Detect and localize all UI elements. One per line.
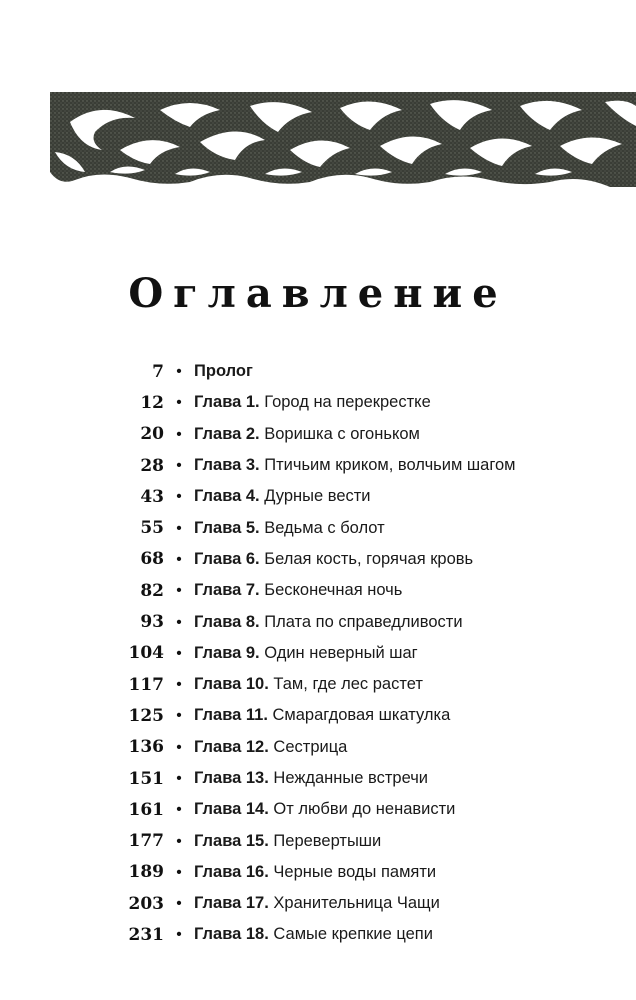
chapter-title: Нежданные встречи	[273, 769, 429, 787]
toc-entry[interactable]	[0, 481, 636, 512]
page-number: 203	[128, 893, 164, 914]
chapter-title: От любви до ненависти	[273, 800, 456, 819]
page-number: 177	[128, 831, 164, 852]
chapter-label: Глава 4.	[194, 487, 260, 506]
chapter-label: Глава 9.	[194, 643, 260, 662]
page-number: 151	[128, 768, 164, 789]
page-number: 7	[152, 361, 164, 382]
toc-entry[interactable]	[0, 512, 636, 543]
bullet-icon: •	[176, 488, 182, 506]
toc-entry[interactable]	[0, 763, 636, 794]
toc-entry[interactable]	[0, 732, 636, 763]
chapter-title: Перевертыши	[273, 831, 382, 850]
chapter-label: Глава 2.	[194, 424, 260, 443]
chapter-label: Глава 13.	[194, 769, 269, 787]
chapter-title: Черные воды памяти	[273, 862, 437, 881]
chapter-label: Глава 18.	[194, 925, 269, 944]
chapter-label: Глава 6.	[194, 549, 260, 568]
toc-entry[interactable]	[0, 669, 636, 700]
toc-entry[interactable]	[0, 606, 636, 637]
entry-text	[194, 644, 418, 663]
bullet-icon: •	[176, 550, 182, 568]
entry-text	[194, 456, 516, 475]
chapter-label: Глава 14.	[194, 800, 269, 819]
entry-text	[194, 581, 402, 600]
page-number: 68	[140, 549, 164, 570]
bullet-icon: •	[176, 676, 182, 694]
table-of-contents	[0, 356, 636, 951]
toc-entry[interactable]	[0, 356, 636, 387]
entry-text	[194, 769, 428, 788]
entry-text	[194, 675, 423, 694]
page-number: 43	[140, 486, 164, 507]
toc-entry[interactable]	[0, 888, 636, 919]
entry-text	[194, 519, 385, 538]
chapter-title: Белая кость, горячая кровь	[264, 549, 474, 568]
chapter-label: Глава 1.	[194, 393, 260, 412]
chapter-label: Глава 16.	[194, 862, 269, 881]
chapter-title: Там, где лес растет	[273, 675, 423, 694]
chapter-label: Глава 11.	[194, 706, 268, 725]
chapter-title: Самые крепкие цепи	[273, 925, 433, 944]
page-number: 125	[128, 705, 164, 726]
toc-entry[interactable]	[0, 450, 636, 481]
entry-text	[194, 738, 347, 757]
chapter-label: Глава 7.	[194, 581, 260, 600]
entry-text	[194, 863, 436, 882]
bullet-icon: •	[176, 832, 182, 850]
chapter-title: Бесконечная ночь	[264, 581, 403, 600]
toc-entry[interactable]	[0, 794, 636, 825]
toc-entry[interactable]	[0, 825, 636, 856]
toc-entry[interactable]	[0, 544, 636, 575]
bullet-icon: •	[176, 394, 182, 412]
toc-entry[interactable]	[0, 387, 636, 418]
page-number: 12	[140, 392, 164, 413]
chapter-label: Глава 15.	[194, 831, 269, 850]
entry-text	[194, 613, 463, 632]
entry-text	[194, 925, 433, 944]
page-number: 104	[128, 643, 164, 664]
chapter-title: Плата по справедливости	[264, 612, 463, 631]
page-number: 117	[128, 674, 164, 695]
toc-entry[interactable]	[0, 700, 636, 731]
entry-text	[194, 832, 381, 851]
entry-text	[194, 550, 473, 569]
chapter-title: Один неверный шаг	[264, 643, 418, 662]
toc-entry[interactable]	[0, 638, 636, 669]
chapter-label: Глава 8.	[194, 612, 260, 631]
page-number: 55	[140, 518, 164, 539]
chapter-title: Ведьма с болот	[264, 518, 385, 537]
chapter-title: Птичьим криком, волчьим шагом	[264, 456, 516, 475]
page-number: 93	[140, 612, 164, 633]
toc-entry[interactable]	[0, 419, 636, 450]
bullet-icon: •	[176, 926, 182, 944]
bullet-icon: •	[176, 363, 182, 381]
page-number: 28	[140, 455, 164, 476]
bullet-icon: •	[176, 707, 182, 725]
bullet-icon: •	[176, 738, 182, 756]
page-number: 20	[140, 424, 164, 445]
toc-entry[interactable]	[0, 857, 636, 888]
chapter-label: Глава 12.	[194, 737, 269, 756]
bullet-icon: •	[176, 519, 182, 537]
bullet-icon: •	[176, 425, 182, 443]
page-number: 189	[128, 862, 164, 883]
page-title: Оглавление	[128, 270, 508, 317]
entry-text	[194, 393, 431, 412]
chapter-label: Глава 5.	[194, 518, 260, 537]
chapter-title: Дурные вести	[264, 487, 371, 506]
bullet-icon: •	[176, 770, 182, 787]
entry-text	[194, 425, 420, 444]
chapter-label: Глава 3.	[194, 456, 260, 475]
bullet-icon: •	[176, 895, 182, 913]
entry-text	[194, 800, 455, 819]
entry-text	[194, 894, 440, 913]
bullet-icon: •	[176, 613, 182, 631]
toc-entry[interactable]	[0, 575, 636, 606]
entry-text	[194, 362, 253, 381]
page-number: 161	[128, 799, 164, 820]
bullet-icon: •	[176, 644, 182, 662]
bullet-icon: •	[176, 863, 182, 881]
bullet-icon: •	[176, 582, 182, 600]
page-number: 136	[128, 737, 164, 758]
chapter-label: Глава 17.	[194, 894, 269, 913]
chapter-label: Пролог	[194, 362, 253, 381]
chapter-title: Смарагдовая шкатулка	[272, 706, 451, 725]
bullet-icon: •	[176, 457, 182, 475]
chapter-label: Глава 10.	[194, 675, 269, 694]
chapter-title: Хранительница Чащи	[273, 894, 440, 913]
page-number: 82	[140, 580, 164, 601]
chapter-title: Сестрица	[273, 737, 348, 756]
entry-text	[194, 487, 371, 506]
page-number: 231	[128, 924, 164, 945]
entry-text	[194, 706, 450, 725]
chapter-title: Воришка с огоньком	[264, 424, 420, 443]
toc-entry[interactable]	[0, 919, 636, 950]
bullet-icon: •	[176, 801, 182, 819]
floral-ornament-icon	[50, 92, 636, 187]
chapter-title: Город на перекрестке	[264, 393, 431, 412]
